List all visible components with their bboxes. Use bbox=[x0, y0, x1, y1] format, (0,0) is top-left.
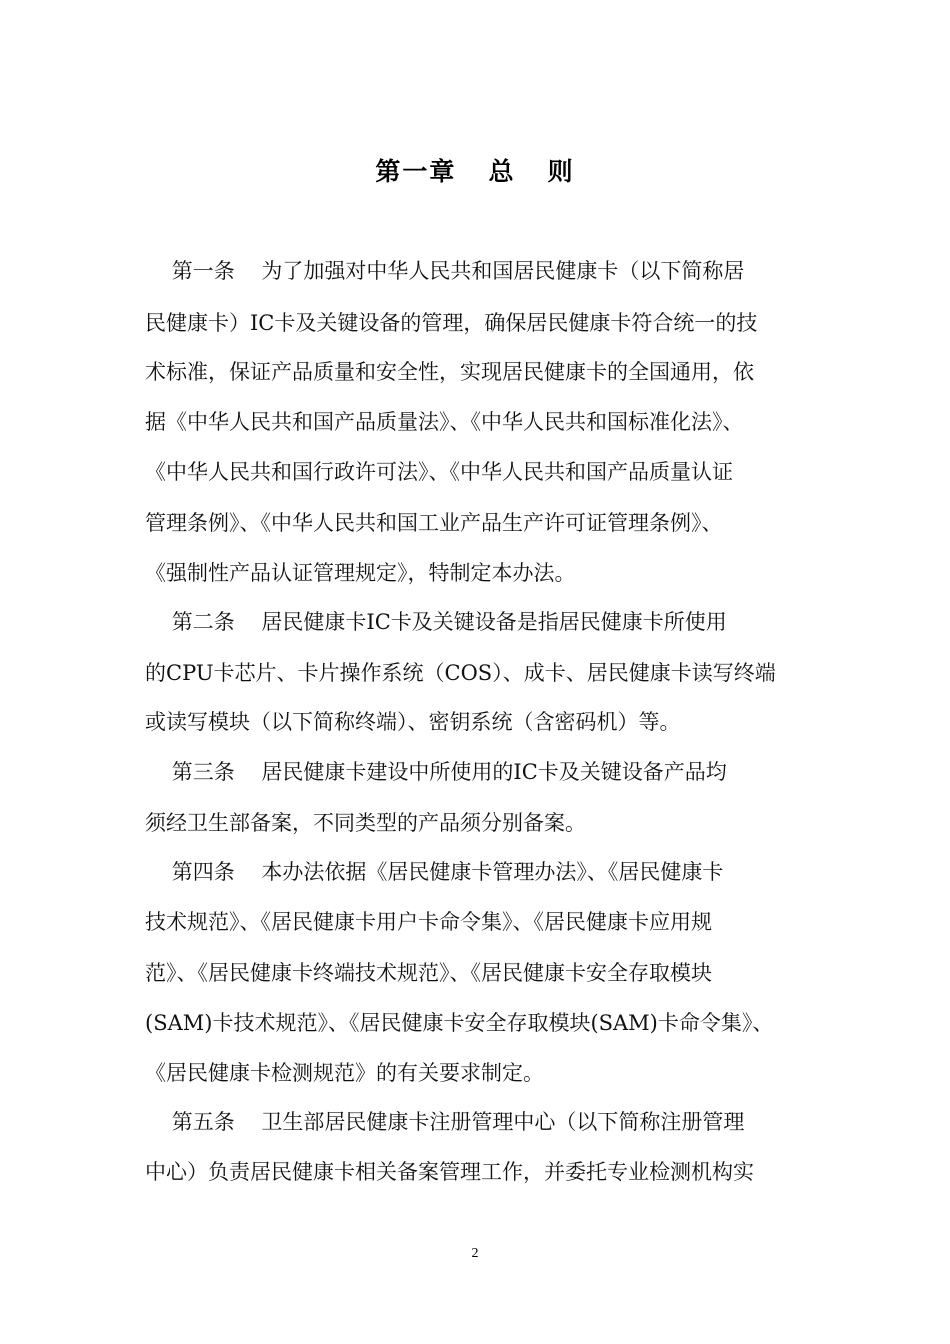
body-line-16: (SAM)卡技术规范》、《居民健康卡安全存取模块(SAM)卡命令集》、 bbox=[145, 1011, 774, 1035]
body-line-7: 《强制性产品认证管理规定》，特制定本办法。 bbox=[145, 561, 576, 585]
page-number: 2 bbox=[471, 1246, 479, 1261]
body-line-6: 管理条例》、《中华人民共和国工业产品生产许可证管理条例》、 bbox=[145, 511, 723, 535]
body-line-14: 技术规范》、《居民健康卡用户卡命令集》、《居民健康卡应用规 bbox=[145, 910, 712, 934]
body-line-1: 第一条 为了加强对中华人民共和国居民健康卡（以下简称居 bbox=[145, 259, 745, 283]
body-line-4: 据《中华人民共和国产品质量法》、《中华人民共和国标准化法》、 bbox=[145, 410, 744, 434]
body-line-3: 术标准，保证产品质量和安全性，实现居民健康卡的全国通用，依 bbox=[145, 360, 754, 384]
body-line-17: 《居民健康卡检测规范》的有关要求制定。 bbox=[145, 1061, 544, 1085]
body-line-15: 范》、《居民健康卡终端技术规范》、《居民健康卡安全存取模块 bbox=[145, 961, 712, 985]
chapter-title: 第一章 总 则 bbox=[375, 157, 575, 186]
body-line-8: 第二条 居民健康卡IC卡及关键设备是指居民健康卡所使用 bbox=[145, 610, 727, 634]
body-line-10: 或读写模块（以下简称终端）、密钥系统（含密码机）等。 bbox=[145, 710, 681, 734]
body-line-9: 的CPU卡芯片、卡片操作系统（COS）、成卡、居民健康卡读写终端 bbox=[145, 661, 776, 685]
body-line-11: 第三条 居民健康卡建设中所使用的IC卡及关键设备产品均 bbox=[145, 760, 727, 784]
body-line-18: 第五条 卫生部居民健康卡注册管理中心（以下简称注册管理 bbox=[145, 1110, 745, 1134]
body-line-12: 须经卫生部备案，不同类型的产品须分别备案。 bbox=[145, 811, 586, 835]
body-line-2: 民健康卡）IC卡及关键设备的管理，确保居民健康卡符合统一的技 bbox=[145, 311, 758, 335]
body-line-19: 中心）负责居民健康卡相关备案管理工作，并委托专业检测机构实 bbox=[145, 1160, 754, 1184]
body-line-5: 《中华人民共和国行政许可法》、《中华人民共和国产品质量认证 bbox=[145, 460, 733, 484]
body-line-13: 第四条 本办法依据《居民健康卡管理办法》、《居民健康卡 bbox=[145, 860, 724, 884]
